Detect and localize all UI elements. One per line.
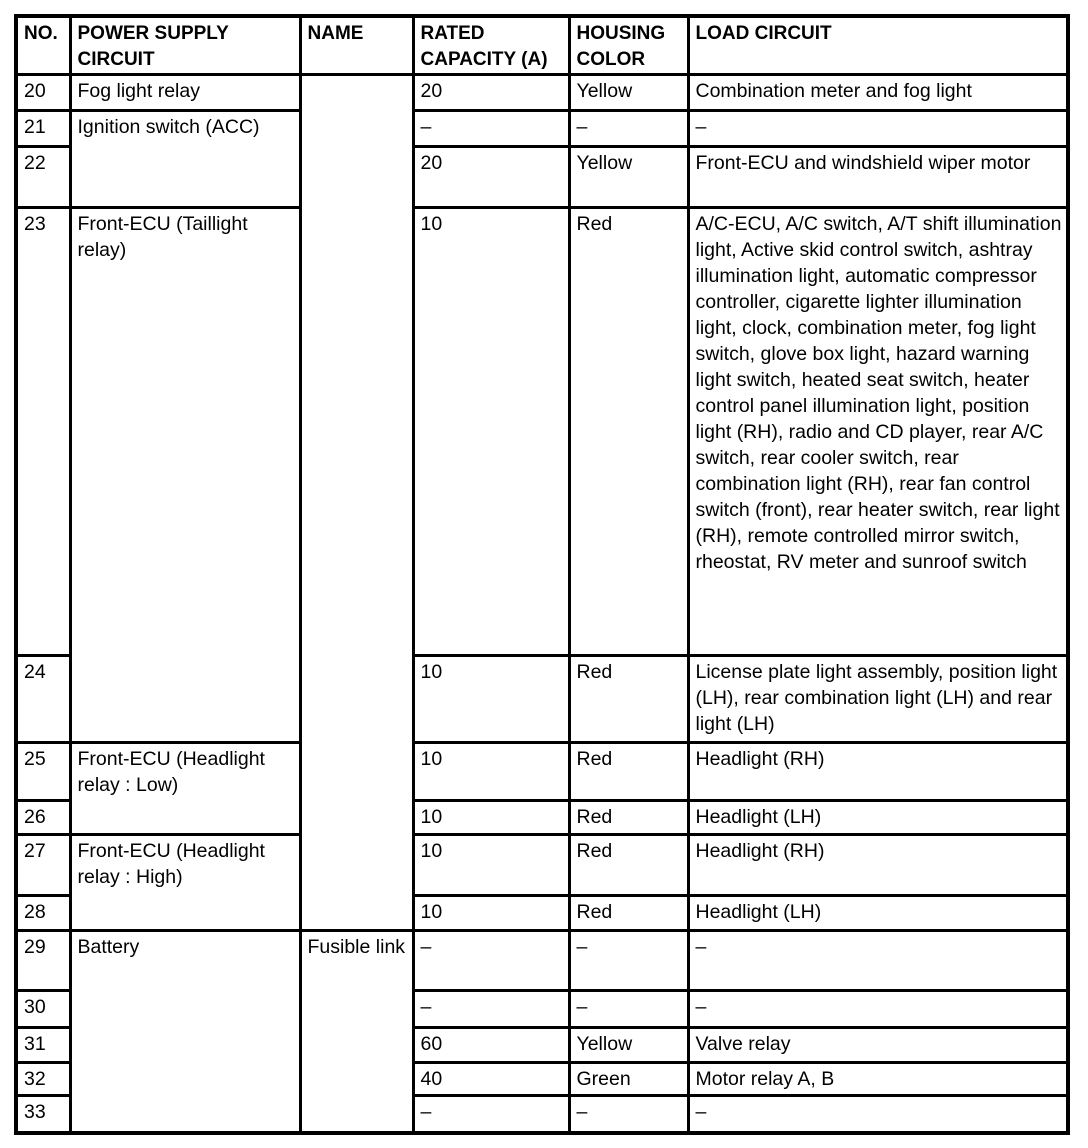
cell-no-21: 21 <box>16 111 70 147</box>
cell-capacity-30: – <box>413 991 569 1028</box>
table-row-27 <box>16 835 1068 896</box>
cell-circuit-21-22: Ignition switch (ACC) <box>70 111 300 208</box>
cell-capacity-26: 10 <box>413 801 569 835</box>
header-power-supply-circuit: POWER SUPPLY CIRCUIT <box>70 16 300 75</box>
cell-capacity-22: 20 <box>413 147 569 208</box>
table-row-23 <box>16 208 1068 656</box>
cell-color-30: – <box>569 991 688 1028</box>
cell-color-26: Red <box>569 801 688 835</box>
cell-color-28: Red <box>569 896 688 931</box>
cell-capacity-29: – <box>413 931 569 991</box>
cell-color-25: Red <box>569 743 688 801</box>
cell-color-21: – <box>569 111 688 147</box>
cell-load-23: A/C-ECU, A/C switch, A/T shift illumination light, Active skid control switch, ashtray illumination light, automatic compressor controller, cigarette lighter illumination light, clock, combination meter, fog light switch, glove box light, hazard warning light switch, heated seat switch, heater control panel illumination light, position light (RH), radio and CD player, rear A/C switch, rear cooler switch, rear combination light (RH), rear fan control switch (front), rear heater switch, rear light (RH), remote controlled mirror switch, rheostat, RV meter and sunroof switch <box>688 208 1068 656</box>
cell-no-25: 25 <box>16 743 70 801</box>
cell-no-24: 24 <box>16 656 70 743</box>
cell-no-33: 33 <box>16 1096 70 1133</box>
cell-capacity-27: 10 <box>413 835 569 896</box>
cell-color-20: Yellow <box>569 75 688 111</box>
cell-load-22: Front-ECU and windshield wiper motor <box>688 147 1068 208</box>
cell-circuit-29-33: Battery <box>70 931 300 1133</box>
cell-name-29-33: Fusible link <box>300 931 413 1133</box>
header-name: NAME <box>300 16 413 75</box>
power-supply-circuit-table <box>14 14 1070 1135</box>
cell-capacity-25: 10 <box>413 743 569 801</box>
cell-color-31: Yellow <box>569 1028 688 1063</box>
cell-load-20: Combination meter and fog light <box>688 75 1068 111</box>
cell-color-29: – <box>569 931 688 991</box>
cell-load-32: Motor relay A, B <box>688 1063 1068 1096</box>
cell-color-22: Yellow <box>569 147 688 208</box>
cell-capacity-31: 60 <box>413 1028 569 1063</box>
table-row-25 <box>16 743 1068 801</box>
cell-no-20: 20 <box>16 75 70 111</box>
cell-capacity-23: 10 <box>413 208 569 656</box>
cell-circuit-23-24: Front-ECU (Taillight relay) <box>70 208 300 743</box>
cell-capacity-33: – <box>413 1096 569 1133</box>
cell-capacity-20: 20 <box>413 75 569 111</box>
cell-load-33: – <box>688 1096 1068 1133</box>
cell-circuit-20: Fog light relay <box>70 75 300 111</box>
cell-no-27: 27 <box>16 835 70 896</box>
cell-capacity-28: 10 <box>413 896 569 931</box>
table-row-21 <box>16 111 1068 147</box>
header-load-circuit: LOAD CIRCUIT <box>688 16 1068 75</box>
cell-load-25: Headlight (RH) <box>688 743 1068 801</box>
cell-circuit-25-26: Front-ECU (Headlight relay : Low) <box>70 743 300 835</box>
cell-circuit-27-28: Front-ECU (Headlight relay : High) <box>70 835 300 931</box>
cell-color-27: Red <box>569 835 688 896</box>
cell-capacity-24: 10 <box>413 656 569 743</box>
header-row <box>16 16 1068 75</box>
cell-color-32: Green <box>569 1063 688 1096</box>
cell-no-29: 29 <box>16 931 70 991</box>
cell-no-26: 26 <box>16 801 70 835</box>
table-row-20 <box>16 75 1068 111</box>
header-rated-capacity: RATED CAPACITY (A) <box>413 16 569 75</box>
cell-capacity-21: – <box>413 111 569 147</box>
cell-no-28: 28 <box>16 896 70 931</box>
table-row-29 <box>16 931 1068 991</box>
cell-color-33: – <box>569 1096 688 1133</box>
cell-capacity-32: 40 <box>413 1063 569 1096</box>
cell-no-23: 23 <box>16 208 70 656</box>
cell-no-31: 31 <box>16 1028 70 1063</box>
cell-load-24: License plate light assembly, position light (LH), rear combination light (LH) and rear light (LH) <box>688 656 1068 743</box>
header-housing-color: HOUSING COLOR <box>569 16 688 75</box>
cell-load-31: Valve relay <box>688 1028 1068 1063</box>
cell-name-20-28 <box>300 75 413 931</box>
cell-no-32: 32 <box>16 1063 70 1096</box>
cell-no-22: 22 <box>16 147 70 208</box>
cell-load-29: – <box>688 931 1068 991</box>
cell-load-30: – <box>688 991 1068 1028</box>
cell-color-24: Red <box>569 656 688 743</box>
cell-color-23: Red <box>569 208 688 656</box>
cell-load-26: Headlight (LH) <box>688 801 1068 835</box>
header-no: NO. <box>16 16 70 75</box>
cell-load-28: Headlight (LH) <box>688 896 1068 931</box>
cell-load-27: Headlight (RH) <box>688 835 1068 896</box>
cell-load-21: – <box>688 111 1068 147</box>
cell-no-30: 30 <box>16 991 70 1028</box>
